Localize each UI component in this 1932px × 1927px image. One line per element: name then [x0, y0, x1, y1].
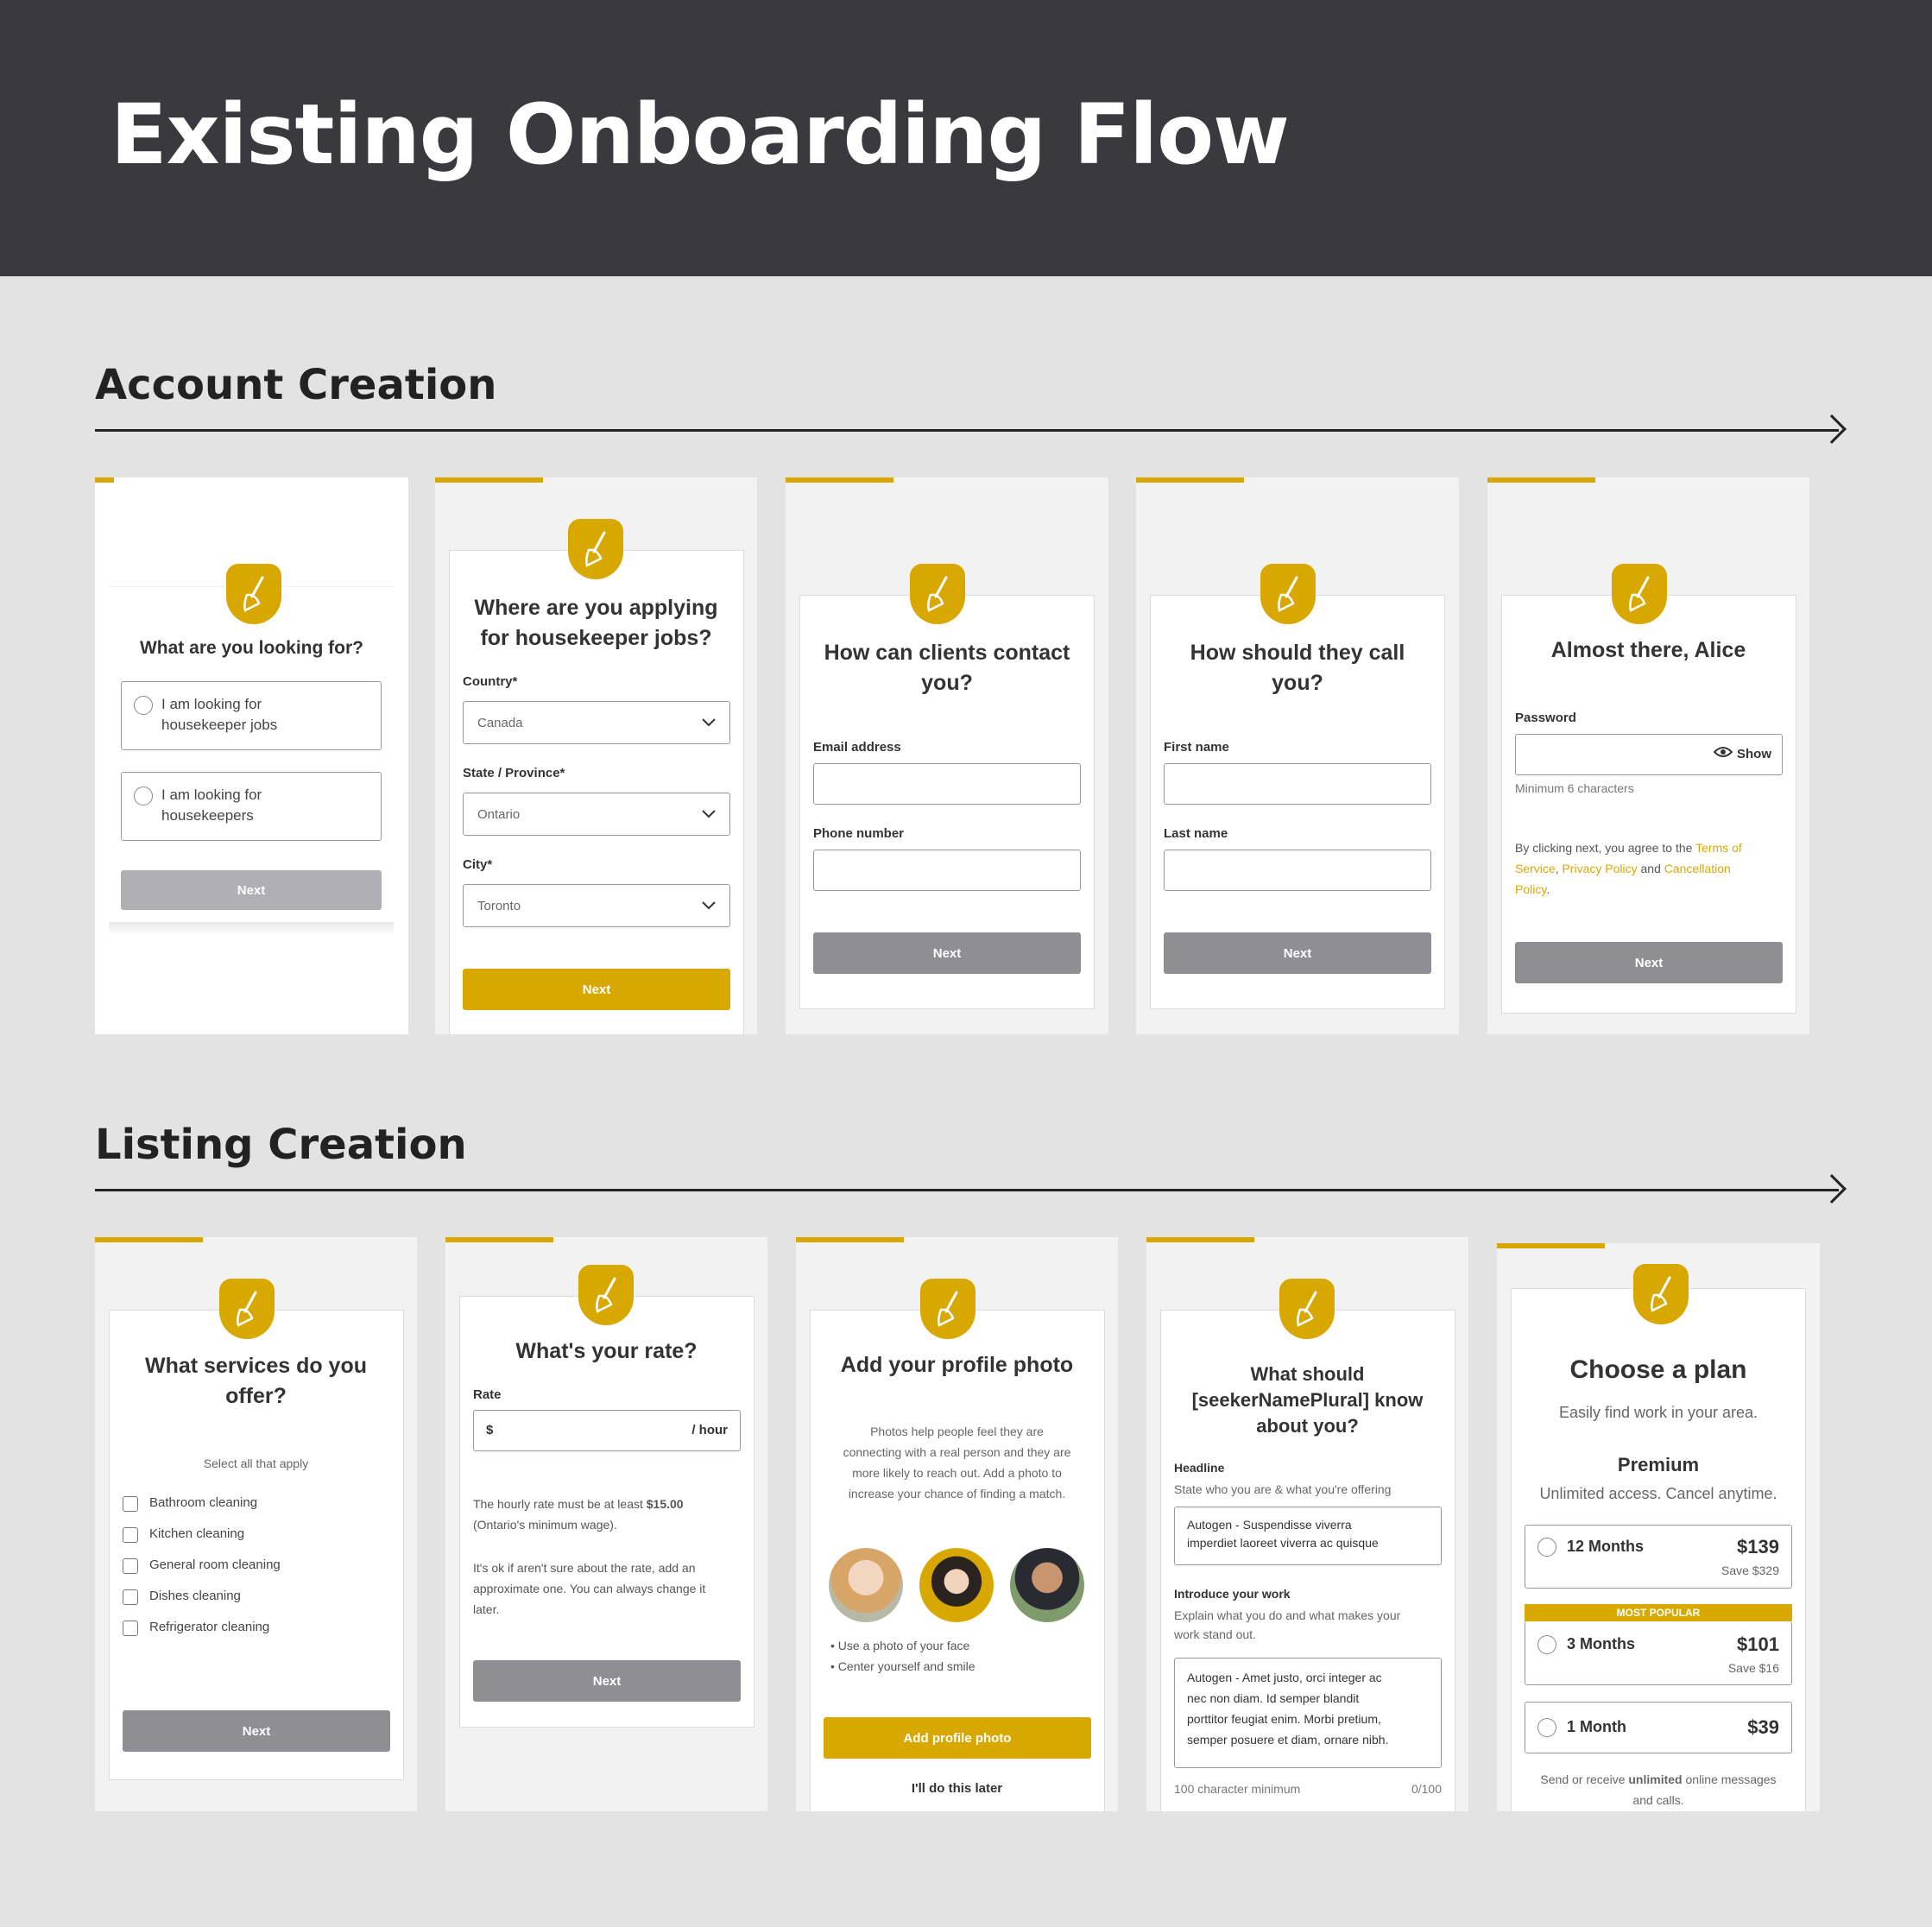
page-title: Existing Onboarding Flow — [110, 86, 1289, 183]
chevron-down-icon — [702, 716, 716, 730]
broom-logo-icon — [1279, 1279, 1335, 1339]
service-label: Refrigerator cleaning — [149, 1620, 270, 1634]
intro-value: porttitor feugiat enim. Morbi pretium, — [1187, 1712, 1381, 1726]
plan-name: 1 Month — [1567, 1718, 1626, 1735]
broom-logo-icon — [226, 564, 281, 624]
country-value: Canada — [477, 715, 523, 730]
broom-logo-icon — [1260, 564, 1316, 624]
progress-bar — [796, 1237, 904, 1242]
next-button[interactable]: Next — [1515, 942, 1783, 983]
intro-hint — [1174, 1606, 1400, 1644]
broom-logo-icon — [568, 519, 623, 579]
radio-icon[interactable] — [134, 787, 153, 806]
intro-hint-line: Explain what you do and what makes your — [1174, 1608, 1401, 1622]
terms-link[interactable]: Service — [1515, 862, 1556, 875]
cancellation-link[interactable]: Policy — [1515, 882, 1547, 896]
headline-value: Autogen - Suspendisse viverra — [1187, 1518, 1352, 1532]
intro-label: Introduce your work — [1174, 1587, 1291, 1601]
plan-subtitle: Easily find work in your area. — [1558, 1404, 1758, 1421]
checkbox-icon[interactable] — [123, 1496, 138, 1512]
photo-tip: Use a photo of your face — [837, 1639, 970, 1652]
question: How should they call — [1190, 641, 1405, 665]
intro-value: semper posuere et diam, ornare nibh. — [1187, 1733, 1389, 1747]
radio-icon[interactable] — [1537, 1538, 1556, 1557]
question: you? — [1272, 671, 1323, 695]
option-housekeepers[interactable] — [121, 772, 382, 841]
legal-text — [1515, 837, 1783, 900]
progress-bar — [435, 477, 543, 483]
service-label: Bathroom cleaning — [149, 1495, 258, 1510]
add-photo-button[interactable]: Add profile photo — [824, 1717, 1091, 1759]
screen-rate — [445, 1237, 767, 1811]
service-option[interactable] — [123, 1494, 382, 1515]
headline-label: Headline — [1174, 1461, 1225, 1475]
password-field[interactable] — [1515, 734, 1783, 775]
plan-name: 12 Months — [1567, 1538, 1645, 1555]
premium-title: Premium — [1617, 1454, 1700, 1475]
flow-arrow — [95, 429, 1839, 432]
currency-symbol: $ — [486, 1423, 494, 1437]
email-label: Email address — [813, 740, 901, 755]
footnote-emphasis: unlimited — [1628, 1772, 1683, 1786]
password-hint: Minimum 6 characters — [1515, 781, 1634, 795]
state-label: State / Province* — [463, 766, 565, 780]
plan-price: $39 — [1747, 1716, 1779, 1738]
rate-note-line: later. — [473, 1602, 500, 1616]
screen-title: What's your rate? — [515, 1339, 698, 1363]
progress-bar — [1146, 1237, 1254, 1242]
screen-looking-for — [95, 477, 408, 1034]
service-label: Kitchen cleaning — [149, 1526, 245, 1541]
rate-info-text: The hourly rate must be at least — [473, 1497, 647, 1511]
question: about you? — [1256, 1415, 1359, 1437]
phone-field[interactable] — [813, 850, 1081, 891]
legal-text-part: . — [1546, 882, 1550, 896]
progress-bar — [1487, 477, 1595, 483]
service-option[interactable] — [123, 1526, 382, 1546]
last-name-field[interactable] — [1164, 850, 1431, 891]
avatar-example — [829, 1548, 903, 1622]
legal-text-part: , — [1555, 862, 1563, 875]
rate-info — [473, 1494, 741, 1535]
question: What are you looking for? — [139, 638, 363, 658]
minimum-wage: $15.00 — [646, 1497, 684, 1511]
broom-logo-icon — [920, 1279, 975, 1339]
first-name-field[interactable] — [1164, 763, 1431, 805]
option-housekeeper-jobs[interactable] — [121, 681, 382, 750]
headline-field[interactable] — [1174, 1507, 1442, 1565]
progress-bar — [445, 1237, 553, 1242]
section-title-listing: Listing Creation — [95, 1121, 467, 1169]
screen-about — [1146, 1237, 1468, 1811]
rate-note-line: approximate one. You can always change it — [473, 1582, 706, 1595]
most-popular-badge: MOST POPULAR — [1525, 1604, 1792, 1621]
state-select[interactable] — [463, 793, 730, 836]
progress-bar — [95, 477, 114, 483]
premium-subtitle: Unlimited access. Cancel anytime. — [1539, 1485, 1777, 1502]
password-label: Password — [1515, 711, 1576, 725]
skip-link[interactable]: I'll do this later — [911, 1781, 1003, 1796]
plan-footnote — [1497, 1769, 1820, 1810]
description-line: connecting with a real person and they are — [843, 1445, 1071, 1459]
broom-logo-icon — [1612, 564, 1667, 624]
flow-arrow — [95, 1189, 1839, 1191]
question: Where are you applying — [474, 596, 718, 620]
photo-tip: Center yourself and smile — [837, 1659, 975, 1673]
screen-location — [435, 477, 757, 1034]
plan-savings: Save $329 — [1721, 1564, 1779, 1577]
next-button[interactable]: Next — [123, 1710, 390, 1752]
service-option[interactable] — [123, 1557, 382, 1577]
plan-1-month[interactable] — [1525, 1702, 1792, 1753]
checkbox-icon[interactable] — [123, 1558, 138, 1574]
rate-note-line: It's ok if aren't sure about the rate, add an — [473, 1561, 696, 1575]
cancellation-link[interactable]: Cancellation — [1664, 862, 1731, 875]
intro-value: Autogen - Amet justo, orci integer ac — [1187, 1671, 1382, 1684]
screen-name — [1136, 477, 1459, 1034]
service-option[interactable] — [123, 1588, 382, 1608]
email-field[interactable] — [813, 763, 1081, 805]
last-name-label: Last name — [1164, 826, 1228, 841]
rate-unit: / hour — [691, 1423, 728, 1437]
progress-bar — [95, 1237, 203, 1242]
question: you? — [921, 671, 973, 695]
checkbox-icon[interactable] — [123, 1589, 138, 1605]
country-label: Country* — [463, 674, 518, 689]
question: offer? — [225, 1384, 287, 1408]
broom-logo-icon — [219, 1279, 275, 1339]
broom-logo-icon — [578, 1265, 634, 1325]
chevron-down-icon — [702, 899, 716, 913]
city-value: Toronto — [477, 898, 521, 913]
city-select[interactable] — [463, 884, 730, 927]
description-line: increase your chance of finding a match. — [848, 1487, 1066, 1501]
section-title-account: Account Creation — [95, 361, 497, 409]
plan-3-months[interactable] — [1525, 1621, 1792, 1685]
footnote-text: online messages — [1682, 1772, 1777, 1786]
progress-bar — [786, 477, 893, 483]
description-line: more likely to reach out. Add a photo to — [852, 1466, 1062, 1480]
footnote-text: Send or receive — [1540, 1772, 1629, 1786]
next-button[interactable]: Next — [463, 969, 730, 1010]
option-label: housekeepers — [161, 807, 254, 824]
plan-name: 3 Months — [1567, 1635, 1635, 1652]
screen-title: Add your profile photo — [840, 1353, 1074, 1377]
plan-12-months[interactable] — [1525, 1525, 1792, 1589]
question: What services do you — [144, 1354, 368, 1378]
question: How can clients contact — [824, 641, 1070, 665]
privacy-link[interactable]: Privacy Policy — [1562, 862, 1638, 875]
state-value: Ontario — [477, 806, 521, 822]
country-select[interactable] — [463, 701, 730, 744]
broom-logo-icon — [1633, 1264, 1689, 1324]
plan-price: $101 — [1737, 1633, 1779, 1655]
checkbox-icon[interactable] — [123, 1527, 138, 1543]
next-button[interactable]: Next — [473, 1660, 741, 1702]
rate-label: Rate — [473, 1387, 502, 1402]
avatar-example — [919, 1548, 994, 1622]
service-option[interactable] — [123, 1619, 382, 1640]
next-button[interactable]: Next — [1164, 932, 1431, 974]
screen-services — [95, 1237, 417, 1811]
legal-text-part: By clicking next, you agree to the — [1515, 841, 1696, 855]
description-line: Photos help people feel they are — [870, 1425, 1044, 1438]
intro-textarea[interactable] — [1174, 1658, 1442, 1768]
chevron-down-icon — [702, 807, 716, 822]
radio-icon[interactable] — [1537, 1635, 1556, 1654]
radio-icon[interactable] — [1537, 1718, 1556, 1737]
photo-description — [796, 1421, 1118, 1504]
photo-tips: • Use a photo of your face • Center yourself and smile — [830, 1639, 975, 1673]
screen-title: Almost there, Alice — [1550, 638, 1746, 662]
first-name-label: First name — [1164, 740, 1229, 755]
next-button[interactable]: Next — [121, 870, 382, 910]
headline-value: imperdiet laoreet viverra ac quisque — [1187, 1536, 1379, 1550]
service-label: Dishes cleaning — [149, 1589, 241, 1603]
option-label: housekeeper jobs — [161, 717, 278, 733]
progress-bar — [1497, 1243, 1605, 1248]
screen-plan — [1497, 1243, 1820, 1811]
next-button[interactable]: Next — [813, 932, 1081, 974]
option-label: I am looking for — [161, 787, 262, 803]
rate-field[interactable] — [473, 1410, 741, 1451]
footnote-text: and calls. — [1632, 1793, 1684, 1807]
show-password-toggle[interactable] — [1714, 746, 1771, 761]
checkbox-icon[interactable] — [123, 1621, 138, 1636]
char-minimum: 100 character minimum — [1174, 1782, 1301, 1796]
city-label: City* — [463, 857, 493, 872]
screen-title: Choose a plan — [1569, 1355, 1747, 1384]
intro-value: nec non diam. Id semper blandit — [1187, 1691, 1360, 1705]
eye-icon — [1714, 746, 1733, 761]
service-label: General room cleaning — [149, 1557, 281, 1572]
screen-contact — [786, 477, 1108, 1034]
screen-photo — [796, 1237, 1118, 1811]
avatar-example — [1010, 1548, 1084, 1622]
select-hint: Select all that apply — [203, 1456, 309, 1470]
question: What should — [1250, 1363, 1365, 1385]
headline-hint: State who you are & what you're offering — [1174, 1482, 1392, 1496]
progress-bar — [1136, 477, 1244, 483]
broom-logo-icon — [910, 564, 965, 624]
char-count: 0/100 — [1411, 1782, 1442, 1796]
plan-price: $139 — [1737, 1536, 1779, 1557]
question: [seekerNamePlural] know — [1191, 1389, 1424, 1411]
rate-note — [473, 1557, 741, 1620]
screen-password — [1487, 477, 1809, 1034]
rate-info-text: (Ontario's minimum wage). — [473, 1518, 617, 1532]
legal-text-part: and — [1637, 862, 1664, 875]
plan-savings: Save $16 — [1727, 1661, 1779, 1675]
phone-label: Phone number — [813, 826, 905, 841]
show-label: Show — [1737, 746, 1771, 761]
intro-hint-line: work stand out. — [1174, 1627, 1256, 1641]
terms-link[interactable]: Terms of — [1695, 841, 1742, 855]
page-header — [0, 0, 1932, 276]
option-label: I am looking for — [161, 696, 262, 712]
question: for housekeeper jobs? — [480, 626, 712, 650]
radio-icon[interactable] — [134, 696, 153, 715]
